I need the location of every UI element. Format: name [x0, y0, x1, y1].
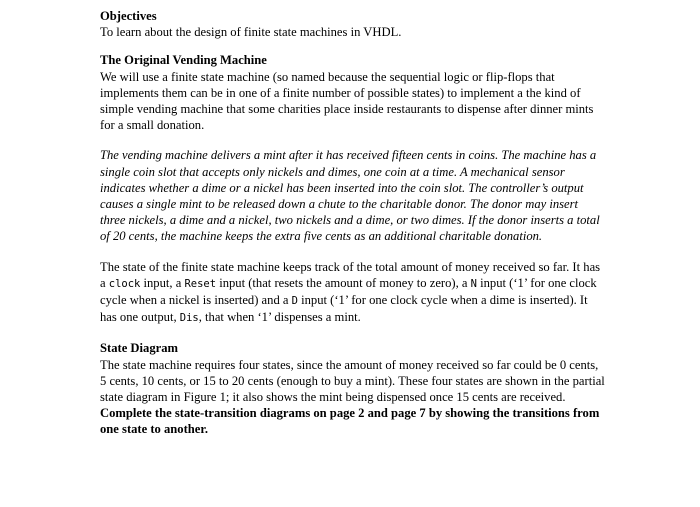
vending-machine-heading: The Original Vending Machine: [100, 53, 267, 68]
state-text-3: input (that resets the amount of money to zero), a: [216, 275, 471, 290]
vending-intro-paragraph: We will use a finite state machine (so named because the sequential logic or flip-flops that implements them can be in one of a finite number of possible states) to implement a the kind of simple vending machine that some charities place inside restaurants to dispense after dinner mints for a small donation.: [100, 69, 594, 133]
state-diagram-paragraph: [100, 357, 605, 438]
objectives-text: To learn about the design of finite state machines in VHDL.: [100, 25, 402, 40]
reset-signal: Reset: [184, 277, 217, 290]
d-signal: D: [291, 295, 298, 308]
state-text-2: input, a: [140, 275, 185, 290]
document-page: [100, 8, 605, 438]
state-text-1: The state of the finite state machine keeps track of the total amount of money received so far. It has a: [100, 259, 601, 290]
state-text-4: input (‘1’ for one clock cycle when a nickel is inserted) and a: [100, 275, 597, 308]
vending-italic-paragraph: The vending machine delivers a mint after it has received fifteen cents in coins. The machine has a single coin slot that accepts only nickels and dimes, one coin at a time. A mechanical sensor indicates whether a dime or a nickel has been inserted into the coin slot. The controller’s output causes a single mint to be released down a chute to the charitable donor. The donor may insert three nickels, a dime and a nickel, two nickels and a dime, or two dimes. If the donor inserts a total of 20 cents, the machine keeps the extra five cents as an additional charitable donation.: [100, 148, 600, 244]
state-text-5: input (‘1’ for one clock cycle when a dime is inserted). It has one output,: [100, 293, 588, 325]
state-text-6: , that when ‘1’ dispenses a mint.: [198, 310, 361, 325]
state-diagram-text: The state machine requires four states, since the amount of money received so far could be 0 cents, 5 cents, 10 cents, or 15 to 20 cents (enough to buy a mint). These four states are shown in the partial state diagram in Figure 1; it also shows the mint being dispensed once 15 cents are received.: [100, 357, 605, 405]
clock-signal: clock: [108, 277, 141, 290]
dis-signal: Dis: [179, 312, 199, 325]
n-signal: N: [470, 277, 477, 290]
objectives-heading: Objectives: [100, 9, 157, 23]
state-diagram-instruction: Complete the state-transition diagrams on page 2 and page 7 by showing the transitions from one state to another.: [100, 406, 600, 437]
state-paragraph: [100, 259, 605, 327]
state-diagram-heading: State Diagram: [100, 341, 178, 356]
